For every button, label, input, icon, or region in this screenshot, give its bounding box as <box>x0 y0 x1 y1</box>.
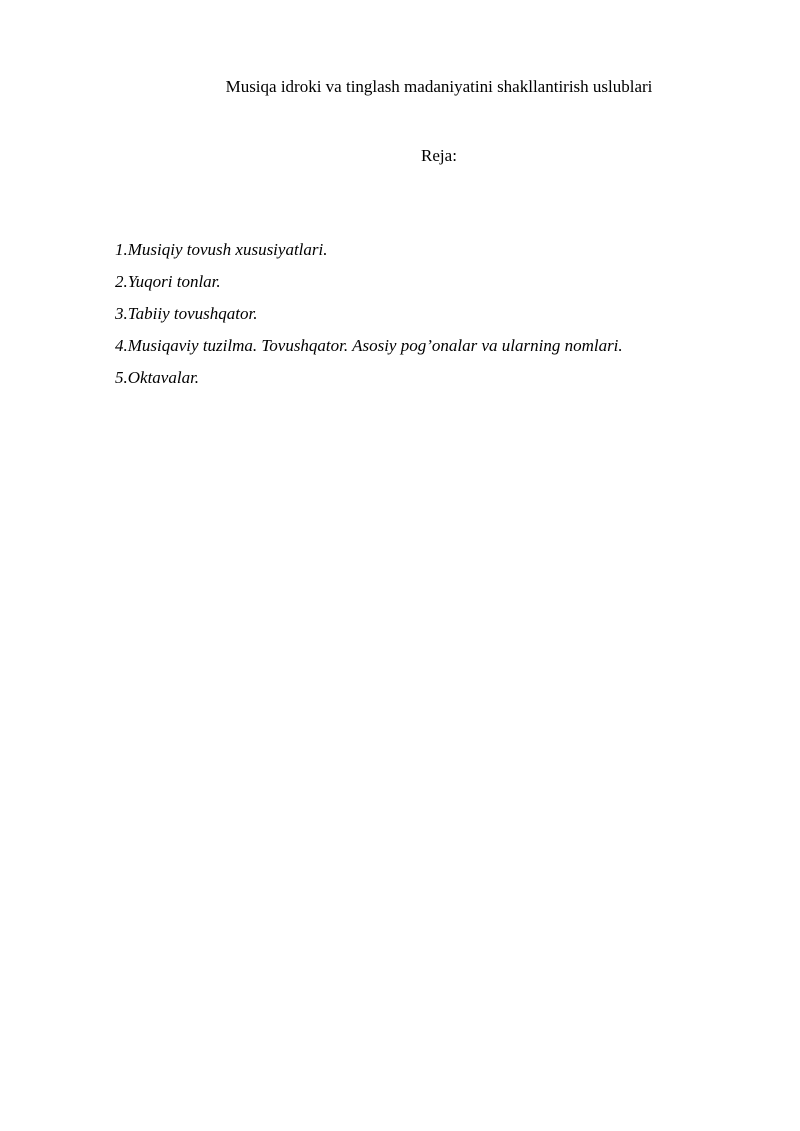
document-title: Musiqa idroki va tinglash madaniyatini shakllantirish uslublari <box>225 77 653 96</box>
plan-heading: Reja: <box>421 146 457 165</box>
plan-item-2: 2.Yuqori tonlar. <box>115 272 221 291</box>
plan-item-4: 4.Musiqaviy tuzilma. Tovushqator. Asosiy pog’onalar va ularning nomlari. <box>115 336 623 355</box>
plan-item-1: 1.Musiqiy tovush xususiyatlari. <box>115 240 328 259</box>
plan-item-3: 3.Tabiiy tovushqator. <box>115 304 258 323</box>
plan-item-5: 5.Oktavalar. <box>115 368 200 387</box>
plan-list <box>115 239 623 399</box>
